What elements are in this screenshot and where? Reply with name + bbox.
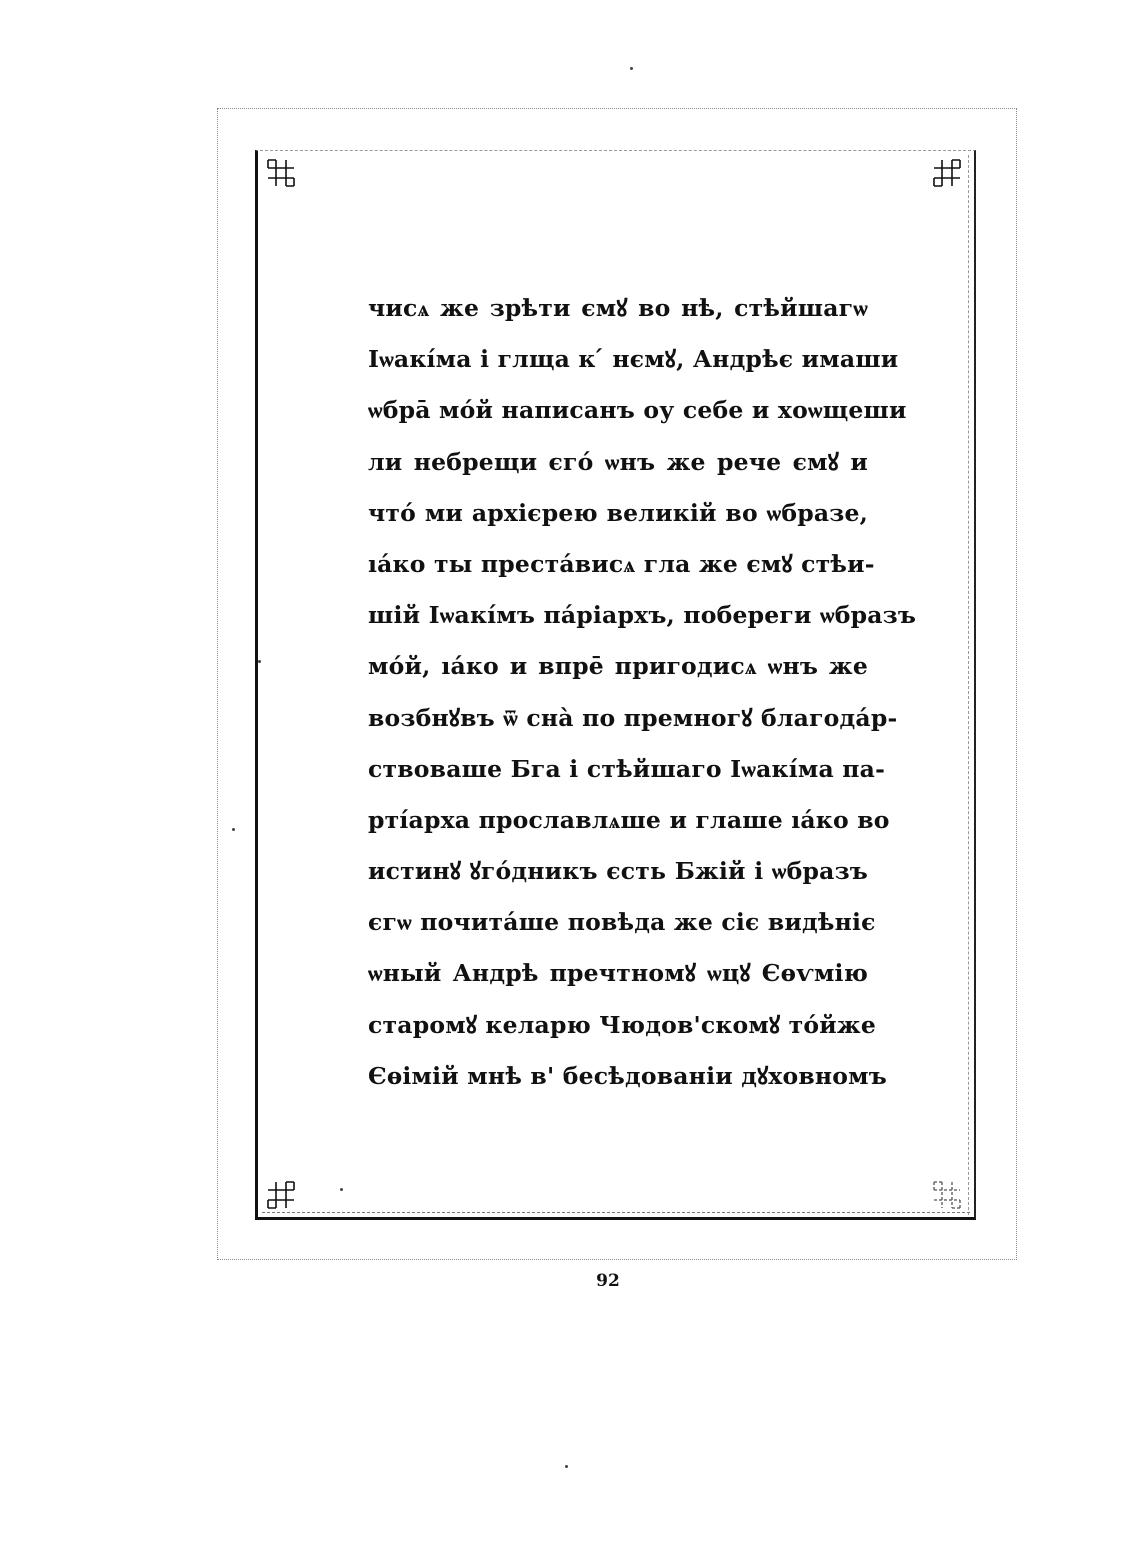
text-line: Єѳімій мнѣ в' бесѣдованіи дꙋховномъ [368,1061,888,1090]
text-line: Іѡакíма і глща к ́ нємꙋ, Андрѣє имаши [368,345,899,374]
text-line: ли небрещи єгó ѡнъ же рече ємꙋ и [368,447,868,476]
text-line: чисѧ же зрѣти ємꙋ во нѣ, стѣйшагѡ [368,294,868,322]
text-line: истинꙋ ꙋгóдникъ єсть Бжій і ѡбразъ [368,857,868,886]
text-line: возбнꙋвъ ѿ снà по премногꙋ благодáр- [368,703,898,732]
page-text-block [368,283,917,1102]
bottom-dashed-rule [262,1212,970,1213]
paper-speck [232,828,235,831]
paper-speck [630,67,633,70]
text-line: мóй, ıáко и впрē пригодисѧ ѡнъ же [368,652,868,681]
text-line: ствоваше Бга і стѣйшаго Іѡакíма па- [368,754,886,783]
page-number: 92 [596,1271,620,1291]
inner-right-dashed-rule [968,155,969,1215]
text-line: ѡбрā мóй написанъ оу себе и хоѡщеши [368,396,907,425]
text-line: ѡный Андрѣ пречтномꙋ ѡцꙋ Єѳѵмію [368,959,868,988]
paper-speck [565,1465,568,1468]
paper-speck [258,660,261,663]
knot-ornament-icon [930,1178,964,1212]
knot-ornament-icon [264,156,298,190]
text-line: шій Іѡакíмъ пáріархъ, побереги ѡбразъ [368,601,917,630]
text-line: чтó ми архієрею великій во ѡбразе, [368,498,868,527]
text-line: старомꙋ келарю Чюдов'скомꙋ тóйже [368,1010,876,1039]
paper-speck [340,1188,343,1191]
knot-ornament-icon [930,156,964,190]
text-line: ртíарха прославлѧше и глаше ıáко во [368,805,890,834]
text-line: єгѡ почитáше повѣда же сіє видѣніє [368,908,876,937]
knot-ornament-icon [264,1178,298,1212]
text-line: ıáко ты престáвисѧ гла же ємꙋ стѣи- [368,549,875,578]
